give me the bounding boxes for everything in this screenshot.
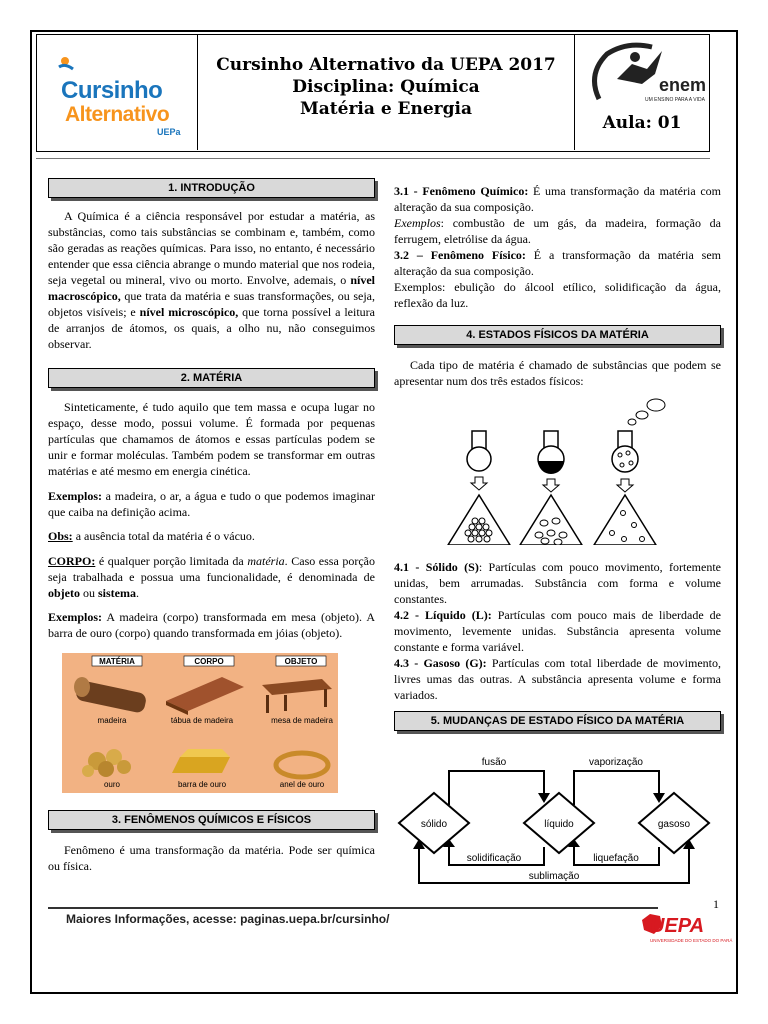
section-estados-title: 4. ESTADOS FÍSICOS DA MATÉRIA [394, 325, 721, 345]
fusao-arrow [449, 771, 544, 805]
solido-paragraph: 4.1 - Sólido (S): Partículas com pouco movimento, fortemente unidas, bem arrumadas. Substância com forma e volume constantes. [394, 560, 721, 606]
label-liquido: líquido [544, 819, 574, 830]
materia-corpo-objeto-table [62, 653, 338, 793]
right-column [394, 183, 721, 895]
section-fenomenos-title: 3. FENÔMENOS QUÍMICOS E FÍSICOS [48, 810, 375, 830]
uepa-logo: UEPA [650, 915, 705, 937]
header-rule [36, 158, 710, 159]
states-of-matter-figure [394, 395, 721, 545]
obs-paragraph: Obs: a ausência total da matéria é o vácuo. [48, 529, 255, 543]
enem-logo-icon [577, 39, 707, 109]
caption-madeira: madeira [97, 716, 127, 725]
label-vaporizacao: vaporização [589, 757, 643, 768]
caption-anel: anel de ouro [279, 780, 325, 789]
gasoso-paragraph: 4.3 - Gasoso (G): Partículas com total liberdade de movimento, livres umas das outras. A substância apresenta volume e forma variados. [394, 656, 721, 702]
table-header-materia: MATÉRIA [99, 657, 135, 666]
fenomeno-quimico-paragraph: 3.1 - Fenômeno Químico: É uma transformação da matéria com alteração da sua composição. [394, 184, 721, 214]
logo-uepa-text: UEPa [157, 127, 181, 137]
caption-barra: barra de ouro [177, 780, 227, 789]
enem-logo-box [574, 35, 709, 150]
vaporizacao-arrow [574, 771, 659, 805]
logo-cursinho-text: Cursinho [61, 77, 163, 104]
section-mudancas-title: 5. MUDANÇAS DE ESTADO FÍSICO DA MATÉRIA [394, 711, 721, 731]
label-liquefacao: liquefação [593, 853, 639, 864]
label-sublimacao: sublimação [528, 871, 580, 882]
label-solidificacao: solidificação [466, 853, 522, 864]
topic-title: Matéria e Energia [299, 99, 473, 119]
corpo-paragraph: CORPO: é qualquer porção limitada da matéria. Caso essa porção seja trabalhada e possua uma funcionalidade, é denominada de objeto ou sistema. [48, 554, 376, 600]
caption-tabua: tábua de madeira [170, 716, 234, 725]
lesson-number: Aula: 01 [602, 113, 682, 133]
fenomeno-quimico-examples: Exemplos: combustão de um gás, da madeira, formação da ferrugem, eletrólise da água. [394, 216, 721, 246]
footer-rule [48, 907, 658, 909]
header [36, 34, 710, 152]
discipline-title: Disciplina: Química [292, 77, 480, 97]
label-gasoso: gasoso [657, 819, 691, 830]
fenomeno-fisico-paragraph: 3.2 – Fenômeno Físico: É a transformação da matéria sem alteração da sua composição. [394, 248, 721, 278]
section-introducao-title: 1. INTRODUÇÃO [48, 178, 375, 198]
section-materia-title: 2. MATÉRIA [48, 368, 375, 388]
estados-paragraph: Cada tipo de matéria é chamado de substâncias que podem se apresentar num dos três estados físicos: [394, 358, 721, 388]
fenomeno-fisico-examples: Exemplos: ebulição do álcool etílico, solidificação da água, reflexão da luz. [394, 280, 721, 310]
footer-link-text: Maiores Informações, acesse: paginas.uepa.br/cursinho/ [66, 912, 390, 926]
table-header-corpo: CORPO [194, 657, 224, 666]
enem-logo-text: enem [659, 75, 707, 95]
liquid-flask-icon [538, 431, 564, 474]
liquido-paragraph: 4.2 - Líquido (L): Partículas com pouco mais de liberdade de movimento, levemente unidas. Substância apresenta volume constante e forma variável. [394, 608, 722, 654]
exemplos-paragraph: Exemplos: a madeira, o ar, a água e tudo o que podemos imaginar que caiba na definição acima. [48, 489, 375, 519]
phase-change-diagram [394, 733, 714, 895]
page-number: 1 [713, 897, 719, 911]
caption-mesa: mesa de madeira [271, 716, 333, 725]
gas-particles-icon [594, 495, 656, 545]
exemplos2-paragraph: Exemplos: A madeira (corpo) transformada em mesa (objeto). A barra de ouro (corpo) quando transformada em jóias (objeto). [48, 610, 375, 640]
gas-bubbles-icon [628, 399, 665, 425]
course-title: Cursinho Alternativo da UEPA 2017 [216, 55, 556, 75]
logo-alternativo-text: Alternativo [65, 103, 170, 126]
table-header-objeto: OBJETO [284, 657, 318, 666]
left-column [48, 178, 375, 874]
solid-particles-icon [448, 495, 510, 545]
fenomeno-paragraph: Fenômeno é uma transformação da matéria. Pode ser química ou física. [48, 843, 375, 873]
solid-flask-icon [467, 431, 491, 471]
caption-ouro: ouro [103, 780, 121, 789]
down-arrows-icon [471, 477, 633, 492]
cursinho-logo [37, 35, 198, 150]
label-solido: sólido [420, 819, 448, 830]
materia-paragraph: Sinteticamente, é tudo aquilo que tem massa e ocupa lugar no espaço, desse modo, possui volume. É formada por pequenas partículas que chamamos de átomos e essas partículas podem se unir e formar moléculas. Também podem se transformar em outras matérias e até mesmo em energia cinética. [48, 400, 375, 478]
intro-paragraph: A Química é a ciência responsável por estudar a matéria, as substâncias, como tais substâncias se combinam e, também, como são geradas as reações químicas. Para isso, no entanto, é necessário entender que essa ciência abrange o mundo material que nos rodeia, seja vegetal ou mineral, vivo ou morto. Envolve, ademais, o nível macroscópico, que trata da matéria e suas transformações, ou seja, objetos visíveis; e nível microscópico, que torna possível a leitura de arranjos de átomos, os quais, a olho nu, não conseguimos observar. [48, 209, 375, 351]
gas-flask-icon [612, 431, 638, 472]
enem-tagline: UM ENSINO PARA A VIDA [645, 97, 705, 103]
label-fusao: fusão [481, 757, 507, 768]
header-title-block [199, 35, 573, 150]
liquid-particles-icon [520, 495, 582, 545]
uepa-logo-subtitle: UNIVERSIDADE DO ESTADO DO PARÁ [650, 938, 733, 943]
